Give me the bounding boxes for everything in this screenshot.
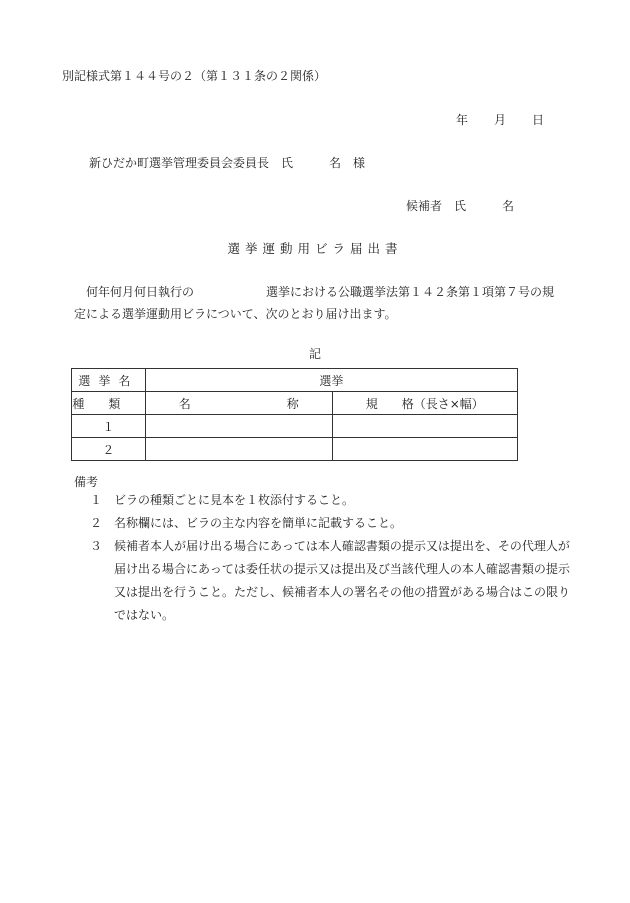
note-item xyxy=(90,489,575,512)
note-number: １ xyxy=(90,493,103,507)
flyer-table xyxy=(71,368,518,461)
note-item xyxy=(90,535,575,627)
record-label: 記 xyxy=(308,347,321,361)
row-number-cell: １ xyxy=(72,415,146,438)
note-number: ３ xyxy=(90,539,103,553)
note-number: ２ xyxy=(90,516,103,530)
row-name-cell xyxy=(145,415,332,438)
notes-title: 備考 xyxy=(74,475,99,489)
kind-label-cell: 種類 xyxy=(72,392,146,415)
row-spec-cell xyxy=(332,415,517,438)
election-value-cell: 選挙 xyxy=(145,369,517,392)
row-spec-cell xyxy=(332,438,517,461)
date-line xyxy=(456,111,544,128)
table-row xyxy=(72,438,518,461)
body-line-1: 何年何月何日執行の 選挙における公職選挙法第１４２条第１項第７号の規 xyxy=(86,285,555,299)
date-month: 月 xyxy=(494,113,507,127)
body-line-2: 定による選挙運動用ビラについて、次のとおり届け出ます。 xyxy=(74,307,397,321)
note-text: 候補者本人が届け出る場合にあっては本人確認書類の提示又は提出を、その代理人が届け出る場合にあっては委任状の提示又は提出及び当該代理人の本人確認書類の提示又は提出を行うこと。ただし、候補者本人の署名その他の措置がある場合はこの限りではない。 xyxy=(114,539,571,622)
addressee: 新ひだか町選挙管理委員会委員長 氏 名 様 xyxy=(89,156,366,170)
date-day: 日 xyxy=(532,113,545,127)
name-header-cell: 名 称 xyxy=(145,392,332,415)
date-year: 年 xyxy=(456,113,469,127)
row-name-cell xyxy=(145,438,332,461)
row-number-cell: ２ xyxy=(72,438,146,461)
election-label-cell: 選挙名 xyxy=(72,369,146,392)
spec-header-cell: 規 格（長さ×幅） xyxy=(332,392,517,415)
document-title: 選挙運動用ビラ届出書 xyxy=(227,241,403,256)
note-item xyxy=(90,512,575,535)
body-text xyxy=(74,281,574,325)
candidate-signature: 候補者 氏 名 xyxy=(406,199,515,213)
table-row xyxy=(72,415,518,438)
table-row xyxy=(72,392,518,415)
table-row xyxy=(72,369,518,392)
form-number: 別記様式第１４４号の２（第１３１条の２関係） xyxy=(62,69,327,83)
note-text: 名称欄には、ビラの主な内容を簡単に記載すること。 xyxy=(114,516,403,530)
note-text: ビラの種類ごとに見本を１枚添付すること。 xyxy=(114,493,355,507)
